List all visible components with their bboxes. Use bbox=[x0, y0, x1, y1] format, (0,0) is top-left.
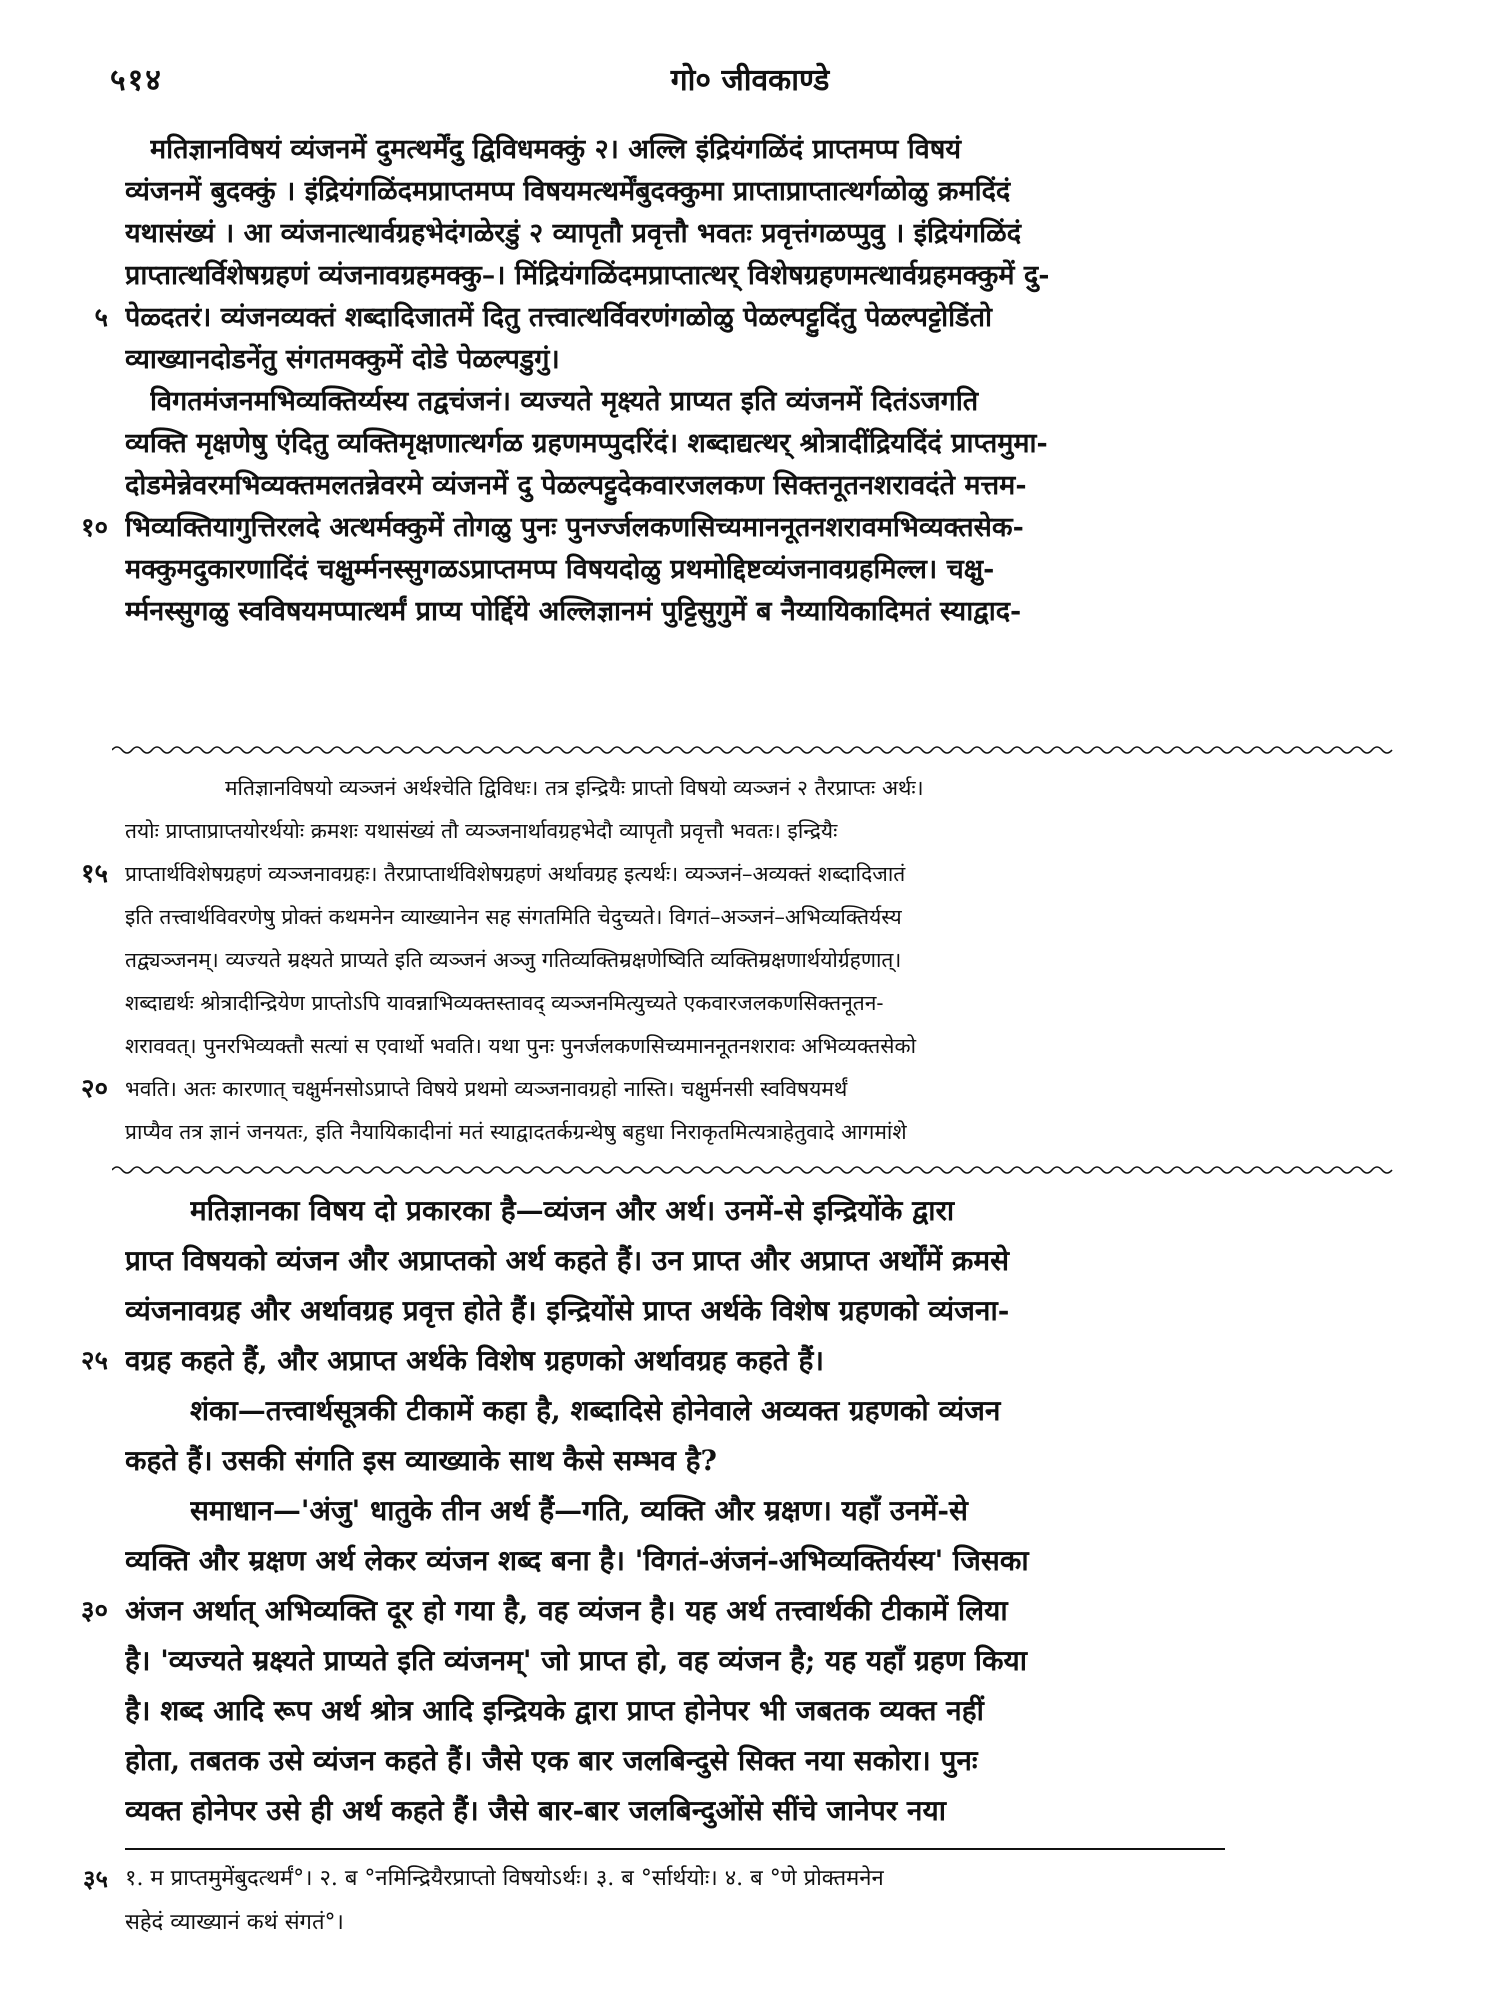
hindi-line: वग्रह कहते हैं, और अप्राप्त अर्थके विशेष ग्रहणको अर्थावग्रह कहते हैं। bbox=[125, 1344, 824, 1377]
kannada-line: भिव्यक्तियागुत्तिरलदे अत्थर्मक्कुमें तोगळु पुनः पुनर्ज्जलकणसिच्यमाननूतनशरावमभिव्यक्तसेक- bbox=[125, 512, 1024, 543]
footnote-line: १. म प्राप्तमुमेंबुदत्थर्मं°। २. ब °नमिन्द्रियैरप्राप्तो विषयोऽर्थः। ३. ब °र्सार्थयोः। ४. ब °णे प्रोक्तमनेन bbox=[125, 1866, 884, 1891]
hindi-line: है। 'व्यज्यते म्रक्ष्यते प्राप्यते इति व्यंजनम्' जो प्राप्त हो, वह व्यंजन है; यह यहाँ ग्रहण किया bbox=[125, 1644, 1027, 1677]
line-number: २० bbox=[80, 1074, 108, 1104]
hindi-line: प्राप्त विषयको व्यंजन और अप्राप्तको अर्थ कहते हैं। उन प्राप्त और अप्राप्त अर्थोंमें क्रमसे bbox=[125, 1244, 1010, 1277]
kannada-line: विगतमंजनमभिव्यक्तिर्य्यस्य तद्वचंजनं। व्यज्यते मृक्ष्यते प्राप्यत इति व्यंजनमें दितंऽजगति bbox=[150, 386, 979, 417]
footnote-rule bbox=[125, 1848, 1225, 1850]
sanskrit-line: प्राप्तार्थविशेषग्रहणं व्यञ्जनावग्रहः। तैरप्राप्तार्थविशेषग्रहणं अर्थावग्रह इत्यर्थः। व्यञ्जनं–अव्यक्तं शब्दादिजातं bbox=[125, 862, 906, 886]
hindi-line: होता, तबतक उसे व्यंजन कहते हैं। जैसे एक बार जलबिन्दुसे सिक्त नया सकोरा। पुनः bbox=[125, 1744, 978, 1777]
kannada-line: मतिज्ञानविषयं व्यंजनमें दुमत्थर्मेंदु द्विविधमक्कुं २। अल्लि इंद्रियंगळिंदं प्राप्तमप्प विषयं bbox=[150, 134, 961, 165]
sanskrit-line: भवति। अतः कारणात् चक्षुर्मनसोऽप्राप्ते विषये प्रथमो व्यञ्जनावग्रहो नास्ति। चक्षुर्मनसी स्वविषयमर्थं bbox=[125, 1077, 848, 1101]
sanskrit-line: प्राप्यैव तत्र ज्ञानं जनयतः, इति नैयायिकादीनां मतं स्याद्वादतर्कग्रन्थेषु बहुधा निराकृतमित्यत्राहेतुवादे आगमांशे bbox=[125, 1120, 907, 1144]
hindi-line: कहते हैं। उसकी संगति इस व्याख्याके साथ कैसे सम्भव है? bbox=[125, 1444, 717, 1477]
sanskrit-line: तयोः प्राप्ताप्राप्तयोरर्थयोः क्रमशः यथासंख्यं तौ व्यञ्जनार्थावग्रहभेदौ व्यापृतौ प्रवृत्तौ भवतः। इन्द्रियैः bbox=[125, 819, 838, 843]
sanskrit-line: तद्व्यञ्जनम्। व्यज्यते म्रक्ष्यते प्राप्यते इति व्यञ्जनं अञ्जु गतिव्यक्तिम्रक्षणेष्विति व्यक्तिम्रक्षणार्थयोर्ग्रहणात्। bbox=[125, 948, 902, 972]
kannada-line: व्याख्यानदोडनेंतु संगतमक्कुमें दोडे पेळल्पडुगुं। bbox=[125, 344, 560, 375]
kannada-line: यथासंख्यं । आ व्यंजनात्थार्वग्रहभेदंगळेरडुं २ व्यापृतौ प्रवृत्तौ भवतः प्रवृत्तंगळप्पुवु । इंद्रियंगळिंदं bbox=[125, 218, 1022, 249]
sanskrit-line: शराववत्। पुनरभिव्यक्तौ सत्यां स एवार्थो भवति। यथा पुनः पुनर्जलकणसिच्यमाननूतनशरावः अभिव्यक्तसेको bbox=[125, 1034, 917, 1058]
hindi-line: शंका—तत्त्वार्थसूत्रकी टीकामें कहा है, शब्दादिसे होनेवाले अव्यक्त ग्रहणको व्यंजन bbox=[190, 1394, 1001, 1427]
hindi-line: व्यंजनावग्रह और अर्थावग्रह प्रवृत्त होते हैं। इन्द्रियोंसे प्राप्त अर्थके विशेष ग्रहणको व्यंजना- bbox=[125, 1294, 1010, 1327]
line-number: ३५ bbox=[83, 1864, 108, 1893]
sanskrit-line: मतिज्ञानविषयो व्यञ्जनं अर्थश्चेति द्विविधः। तत्र इन्द्रियैः प्राप्तो विषयो व्यञ्जनं २ तैरप्राप्तः अर्थः। bbox=[225, 776, 924, 800]
page-number: ५१४ bbox=[110, 63, 163, 98]
hindi-line: मतिज्ञानका विषय दो प्रकारका है—व्यंजन और अर्थ। उनमें-से इन्द्रियोंके द्वारा bbox=[190, 1194, 955, 1227]
hindi-line: है। शब्द आदि रूप अर्थ श्रोत्र आदि इन्द्रियके द्वारा प्राप्त होनेपर भी जबतक व्यक्त नहीं bbox=[125, 1694, 984, 1727]
hindi-line: व्यक्ति और म्रक्षण अर्थ लेकर व्यंजन शब्द बना है। 'विगतं-अंजनं-अभिव्यक्तिर्यस्य' जिसका bbox=[125, 1544, 1029, 1577]
line-number: २५ bbox=[80, 1346, 108, 1376]
kannada-line: व्यक्ति मृक्षणेषु एंदितु व्यक्तिमृक्षणात्थर्गळ ग्रहणमप्पुदरिंदं। शब्दाद्यत्थर् श्रोत्रादींद्रियदिंदं प्राप्तमुमा- bbox=[125, 428, 1048, 459]
kannada-line: व्यंजनमें बुदक्कुं । इंद्रियंगळिंदमप्राप्तमप्प विषयमत्थर्मेंबुदक्कुमा प्राप्ताप्राप्तात्थर्गळोळु क्रमदिंदं bbox=[125, 176, 1011, 207]
page-header bbox=[110, 58, 1390, 108]
line-number: १० bbox=[80, 513, 108, 543]
kannada-line: मक्कुमदुकारणादिंदं चक्षुर्म्मनस्सुगळऽप्राप्तमप्प विषयदोळु प्रथमोद्दिष्टव्यंजनावग्रहमिल्ल। चक्षु- bbox=[125, 554, 995, 585]
kannada-line: र्म्मनस्सुगळु स्वविषयमप्पात्थर्मं प्राप्य पोर्द्दिये अल्लिज्ञानमं पुट्टिसुगुमें ब नैय्यायिकादिमतं स्याद्वाद- bbox=[125, 596, 1022, 627]
hindi-line: व्यक्त होनेपर उसे ही अर्थ कहते हैं। जैसे बार-बार जलबिन्दुओंसे सींचे जानेपर नया bbox=[125, 1794, 946, 1827]
sanskrit-line: शब्दाद्यर्थः श्रोत्रादीन्द्रियेण प्राप्तोऽपि यावन्नाभिव्यक्तस्तावद् व्यञ्जनमित्युच्यते एकवारजलकणसिक्तनूतन- bbox=[125, 991, 884, 1015]
wavy-divider bbox=[112, 744, 1394, 756]
kannada-line: पेळ्दतरं। व्यंजनव्यक्तं शब्दादिजातमें दितु तत्त्वात्थर्विवरणंगळोळु पेळल्पट्टुदिंतु पेळल्पट्टोडिंतो bbox=[125, 302, 992, 333]
line-number: ५ bbox=[94, 303, 108, 333]
hindi-line: समाधान—'अंजु' धातुके तीन अर्थ हैं—गति, व्यक्ति और म्रक्षण। यहाँ उनमें-से bbox=[190, 1494, 968, 1527]
line-number: ३० bbox=[80, 1596, 108, 1626]
sanskrit-line: इति तत्त्वार्थविवरणेषु प्रोक्तं कथमनेन व्याख्यानेन सह संगतमिति चेदुच्यते। विगतं–अञ्जनं–अभिव्यक्तिर्यस्य bbox=[125, 905, 902, 929]
running-title: गो० जीवकाण्डे bbox=[670, 63, 830, 98]
kannada-line: दोडमेन्नेवरमभिव्यक्तमलतन्नेवरमे व्यंजनमें दु पेळल्पट्टुदेकवारजलकण सिक्तनूतनशरावदंते मत्तम- bbox=[125, 470, 1027, 501]
footnote-line: सहेदं व्याख्यानं कथं संगतं°। bbox=[125, 1910, 344, 1935]
kannada-line: प्राप्तात्थर्विशेषग्रहणं व्यंजनावग्रहमक्कु–। मिंद्रियंगळिंदमप्राप्तात्थर् विशेषग्रहणमत्थार्वग्रहमक्कुमें दु- bbox=[125, 260, 1050, 291]
wavy-divider bbox=[112, 1164, 1394, 1176]
hindi-line: अंजन अर्थात् अभिव्यक्ति दूर हो गया है, वह व्यंजन है। यह अर्थ तत्त्वार्थकी टीकामें लिया bbox=[125, 1594, 1008, 1627]
line-number: १५ bbox=[80, 859, 108, 889]
